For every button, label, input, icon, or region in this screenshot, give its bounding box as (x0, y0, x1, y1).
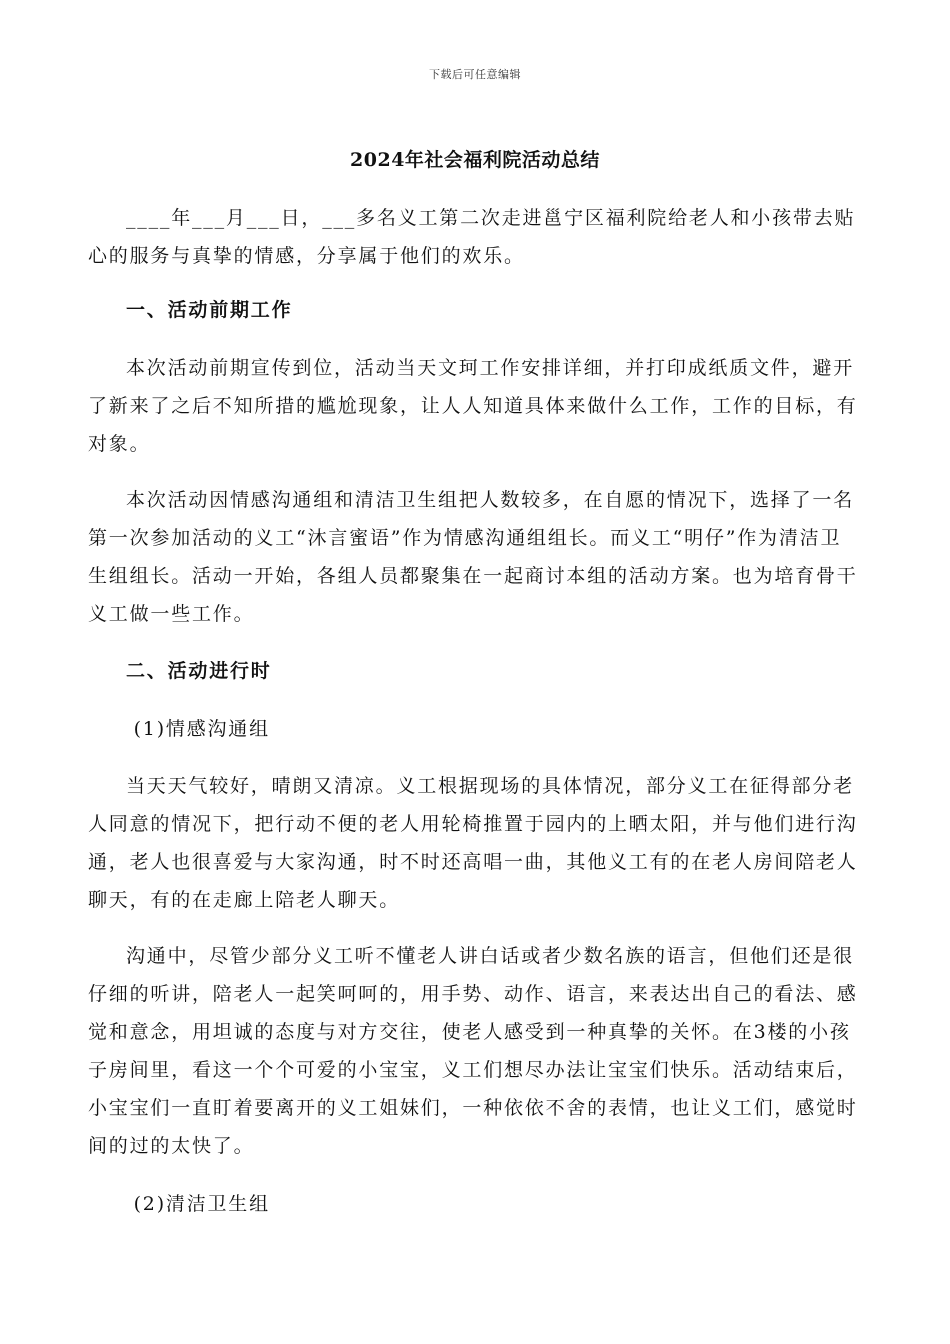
section-1-paragraph-2: 本次活动因情感沟通组和清洁卫生组把人数较多，在自愿的情况下，选择了一名第一次参加活动的义工“沐言蜜语”作为情感沟通组组长。而义工“明仔”作为清洁卫生组组长。活动一开始，各组人员都聚集在一起商讨本组的活动方案。也为培育骨干义工做一些工作。 (88, 489, 858, 625)
intro-paragraph: ____年___月___日，___多名义工第二次走进邕宁区福利院给老人和小孩带去贴心的服务与真挚的情感，分享属于他们的欢乐。 (88, 207, 856, 267)
section-1-paragraph-1: 本次活动前期宣传到位，活动当天文珂工作安排详细，并打印成纸质文件，避开了新来了之后不知所措的尴尬现象，让人人知道具体来做什么工作，工作的目标，有对象。 (88, 357, 858, 455)
subsection-emotional-communication: (1)情感沟通组 (133, 718, 270, 740)
subsection-cleaning: (2)清洁卫生组 (133, 1193, 270, 1215)
page-title: 2024年社会福利院活动总结 (350, 149, 600, 171)
section-2-paragraph-1: 当天天气较好，晴朗又清凉。义工根据现场的具体情况，部分义工在征得部分老人同意的情况下，把行动不便的老人用轮椅推置于园内的上晒太阳，并与他们进行沟通，老人也很喜爱与大家沟通，时不时还高唱一曲，其他义工有的在老人房间陪老人聊天，有的在走廊上陪老人聊天。 (88, 775, 858, 911)
header-note: 下载后可任意编辑 (429, 68, 521, 81)
section-1-heading: 一、活动前期工作 (126, 299, 293, 321)
section-2-heading: 二、活动进行时 (126, 660, 272, 682)
section-2-paragraph-2: 沟通中，尽管少部分义工听不懂老人讲白话或者少数名族的语言，但他们还是很仔细的听讲，陪老人一起笑呵呵的，用手势、动作、语言，来表达出自己的看法、感觉和意念，用坦诚的态度与对方交往，使老人感受到一种真挚的关怀。在3楼的小孩子房间里，看这一个个可爱的小宝宝，义工们想尽办法让宝宝们快乐。活动结束后，小宝宝们一直盯着要离开的义工姐妹们，一种依依不舍的表情，也让义工们，感觉时间的过的太快了。 (88, 945, 858, 1157)
